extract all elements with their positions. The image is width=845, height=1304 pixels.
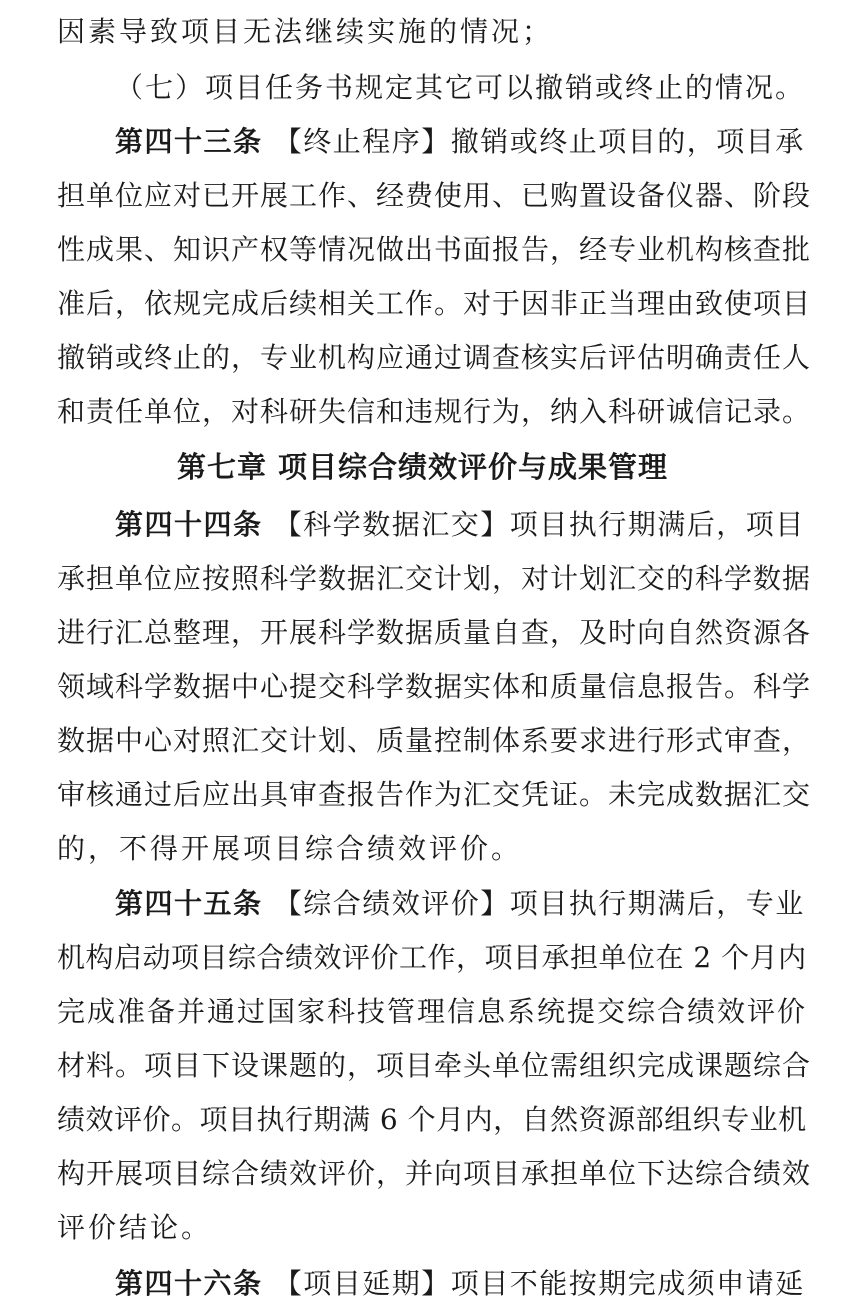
article-number: 第四十三条 [115, 125, 274, 158]
text-line: 准后，依规完成后续相关工作。对于因非正当理由致使项目 [57, 287, 812, 320]
text-line: 承担单位应按照科学数据汇交计划，对计划汇交的科学数据 [57, 562, 812, 595]
article-number: 第四十四条 [115, 508, 274, 541]
text-line: 性成果、知识产权等情况做出书面报告，经专业机构核查批 [57, 233, 812, 266]
text-line: 评价结论。 [57, 1211, 213, 1244]
article-text: 【终止程序】撤销或终止项目的，项目承 [273, 125, 805, 158]
text-line: 领域科学数据中心提交科学数据实体和质量信息报告。科学 [57, 670, 812, 703]
text-line: 和责任单位，对科研失信和违规行为，纳入科研诚信记录。 [57, 395, 812, 428]
article-45-line [115, 884, 805, 924]
text-line: 构开展项目综合绩效评价，并向项目承担单位下达综合绩效 [57, 1157, 812, 1190]
text-line: 绩效评价。项目执行期满 6 个月内，自然资源部组织专业机 [57, 1103, 807, 1136]
text-line: 机构启动项目综合绩效评价工作，项目承担单位在 2 个月内 [57, 941, 807, 974]
text-line: 审核通过后应出具审查报告作为汇交凭证。未完成数据汇交 [57, 778, 812, 811]
text-line: （七）项目任务书规定其它可以撤销或终止的情况。 [115, 71, 806, 104]
article-text: 【科学数据汇交】项目执行期满后，项目 [273, 508, 805, 541]
article-text: 【项目延期】项目不能按期完成须申请延 [273, 1267, 805, 1300]
article-44-line [115, 505, 805, 545]
article-text: 【综合绩效评价】项目执行期满后，专业 [273, 887, 805, 920]
text-line: 担单位应对已开展工作、经费使用、已购置设备仪器、阶段 [57, 179, 812, 212]
text-line: 进行汇总整理，开展科学数据质量自查，及时向自然资源各 [57, 616, 812, 649]
text-line: 的，不得开展项目综合绩效评价。 [57, 832, 523, 865]
text-line: 材料。项目下设课题的，项目牵头单位需组织完成课题综合 [57, 1049, 812, 1082]
chapter-heading: 第七章 项目综合绩效评价与成果管理 [176, 450, 669, 484]
text-line: 撤销或终止的，专业机构应通过调查核实后评估明确责任人 [57, 341, 812, 374]
text-line: 因素导致项目无法继续实施的情况； [57, 15, 554, 48]
article-number: 第四十五条 [115, 887, 274, 920]
article-43-line [115, 122, 805, 162]
article-number: 第四十六条 [115, 1267, 274, 1300]
text-line: 完成准备并通过国家科技管理信息系统提交综合绩效评价 [57, 995, 808, 1028]
article-46-line [115, 1264, 805, 1304]
text-line: 数据中心对照汇交计划、质量控制体系要求进行形式审查， [57, 724, 812, 757]
